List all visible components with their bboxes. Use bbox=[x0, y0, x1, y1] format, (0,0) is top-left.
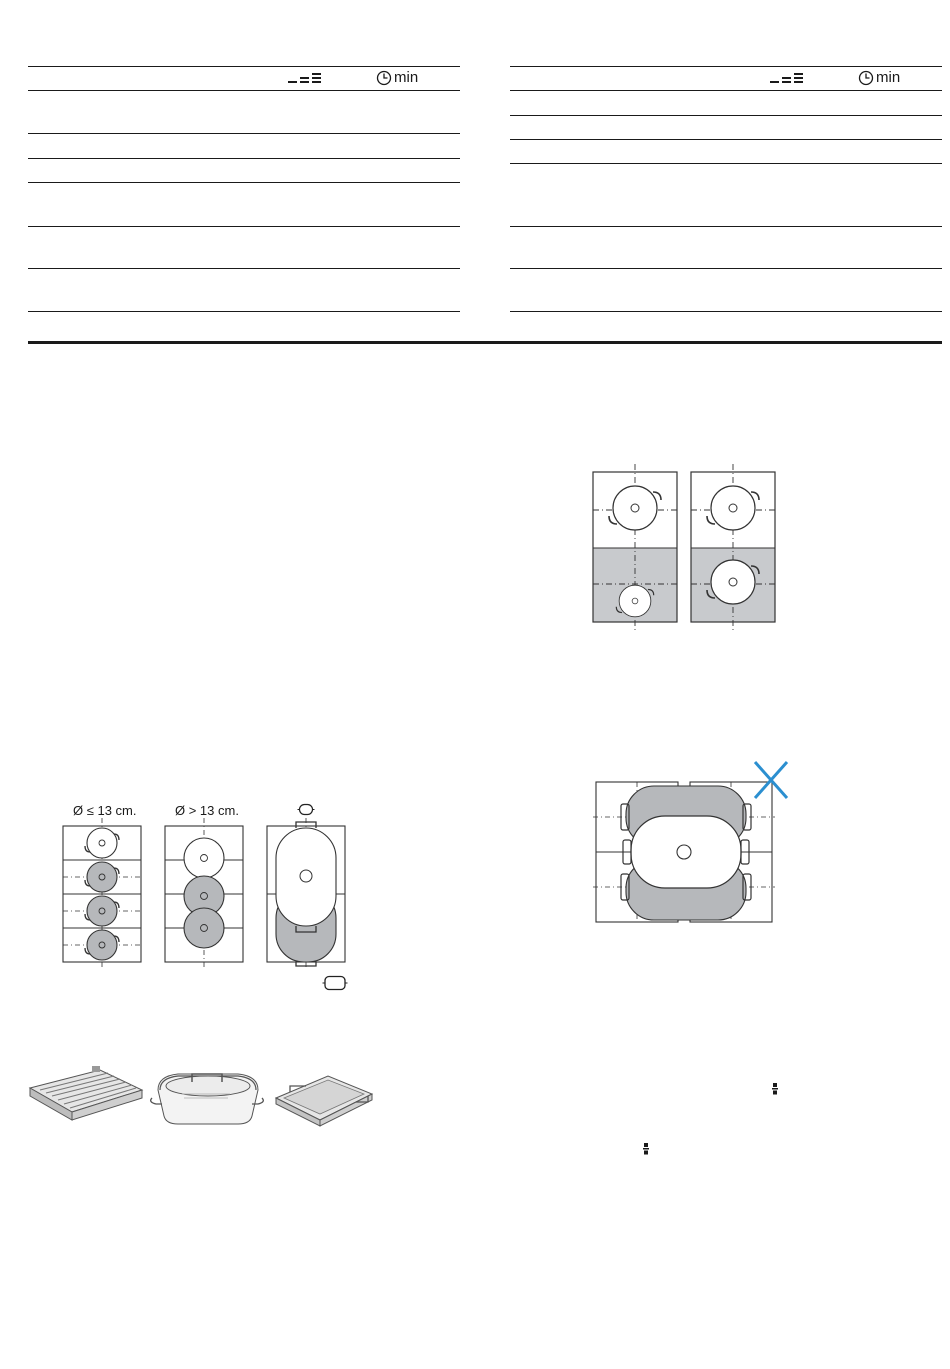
time-unit-label: min bbox=[394, 69, 419, 86]
griddle-tray-icon bbox=[270, 1062, 378, 1132]
zone-link-icon bbox=[771, 1082, 779, 1100]
table-left-row-rule bbox=[28, 226, 460, 227]
table-right-row-rule bbox=[510, 311, 942, 312]
clock-icon bbox=[858, 70, 874, 91]
table-right-row-rule bbox=[510, 90, 942, 91]
table-right-row-rule bbox=[510, 268, 942, 269]
table-right-row-rule bbox=[510, 226, 942, 227]
power-level-icon bbox=[286, 70, 326, 91]
table-left-row-rule bbox=[28, 90, 460, 91]
time-unit-label: min bbox=[876, 69, 901, 86]
table-left-row-rule bbox=[28, 182, 460, 183]
section-divider bbox=[28, 341, 942, 344]
clock-icon bbox=[376, 70, 392, 91]
table-right-row-rule bbox=[510, 163, 942, 164]
zone-link-icon bbox=[642, 1142, 650, 1160]
zone-combination-figure bbox=[585, 462, 785, 634]
power-level-icon bbox=[768, 70, 808, 91]
table-left-row-rule bbox=[28, 158, 460, 159]
large-diameter-label: Ø > 13 cm. bbox=[175, 803, 239, 818]
cookware-size-figure bbox=[60, 818, 355, 970]
table-right-top-rule bbox=[510, 66, 942, 67]
grill-plate-icon bbox=[26, 1060, 144, 1130]
roaster-pan-icon bbox=[148, 1060, 266, 1130]
cross-mark-icon bbox=[755, 762, 787, 798]
table-right-row-rule bbox=[510, 139, 942, 140]
table-left-row-rule bbox=[28, 133, 460, 134]
small-diameter-label: Ø ≤ 13 cm. bbox=[73, 803, 137, 818]
incorrect-placement-figure bbox=[593, 758, 793, 928]
table-left-top-rule bbox=[28, 66, 460, 67]
table-left-row-rule bbox=[28, 311, 460, 312]
rectangular-pan-icon bbox=[322, 975, 348, 996]
table-left-row-rule bbox=[28, 268, 460, 269]
table-right-row-rule bbox=[510, 115, 942, 116]
